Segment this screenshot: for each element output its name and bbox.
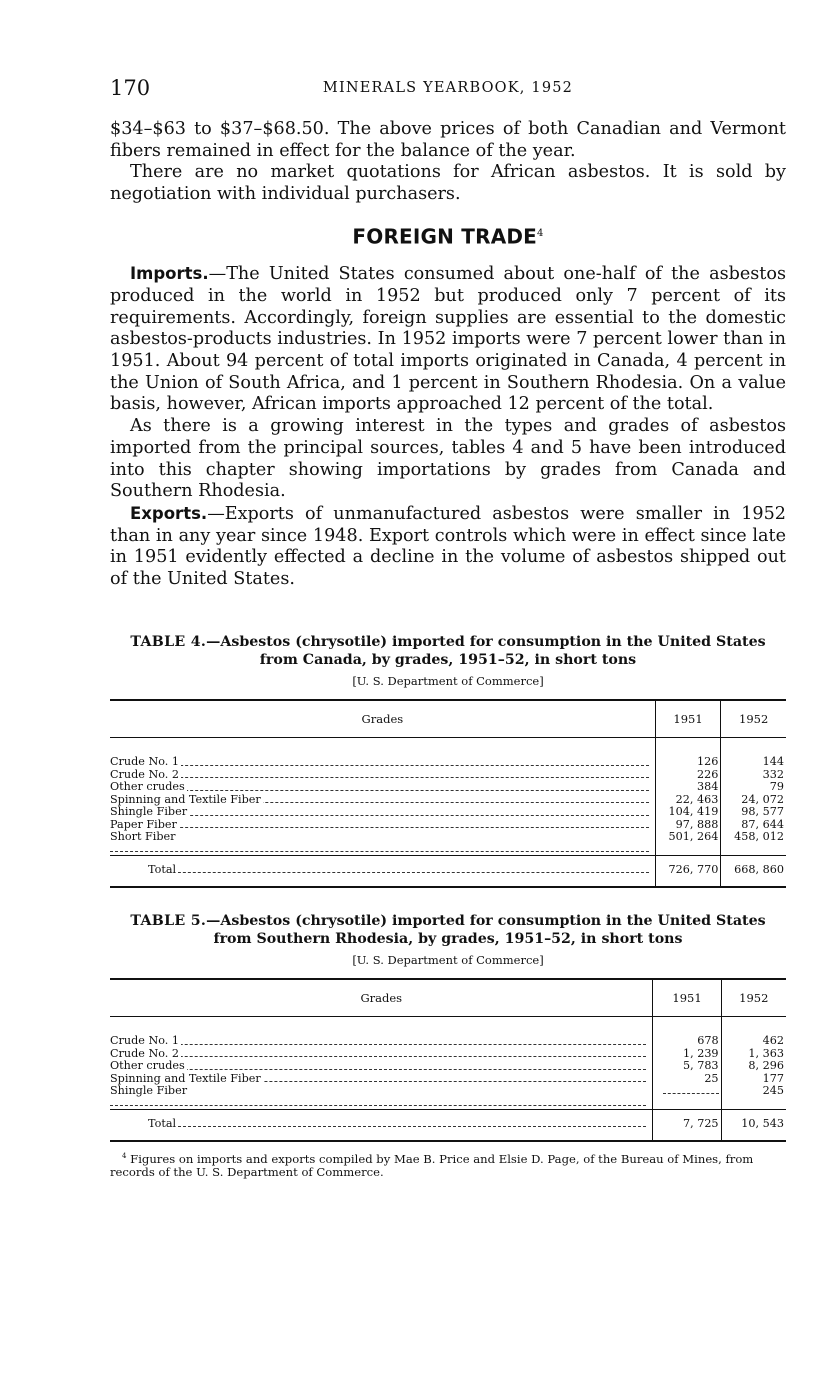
value-1951: 25 [653,1073,721,1086]
table-row [110,781,786,794]
total-1952: 668, 860 [721,855,786,887]
dot-leader [110,790,649,791]
paragraph-african-quotations: There are no market quotations for African asbestos. It is sold by negotiation with individual purchasers. [110,162,786,205]
value-1951: 97, 888 [655,819,721,832]
table-header-row [110,979,786,1017]
table-row [110,738,786,769]
table-5 [110,912,786,1142]
paragraph-prices: $34–$63 to $37–$68.50. The above prices of both Canadian and Vermont fibers remained in effect for the balance of the year. [110,119,786,161]
value-1952: 8, 296 [721,1060,786,1073]
imports-run-in-heading: Imports. [130,264,209,284]
table-total-row [110,855,786,887]
running-head [110,76,786,102]
total-label: Total [148,1116,177,1130]
paragraph-imports [110,263,786,416]
column-header-1951: 1951 [655,700,721,738]
total-1951: 726, 770 [655,855,721,887]
value-1952: 79 [721,781,786,794]
section-heading [110,223,786,248]
table-header-row [110,700,786,738]
section-heading-text: FOREIGN TRADE [352,224,538,249]
dot-leader [110,827,649,828]
dot-leader [110,815,649,816]
value-1952: 98, 577 [721,806,786,819]
table-row [110,769,786,782]
table-row [110,1085,786,1109]
footnote-reference: 4 [537,227,544,239]
table-4-grid [110,699,786,888]
column-header-1952: 1952 [721,700,786,738]
value-1951: 678 [653,1017,721,1048]
table-5-title: —Asbestos (chrysotile) imported for consumption in the United States from Southern Rhodesia, by grades, 1951–52, in short tons [206,913,766,947]
page-number: 170 [110,76,151,100]
table-5-label: TABLE 5. [130,913,207,929]
dot-leader [110,851,649,852]
value-1951: 5, 783 [653,1060,721,1073]
grade-label: Paper Fiber [110,818,177,831]
value-1952: 177 [721,1073,786,1086]
grade-label: Crude No. 2 [110,1047,180,1060]
dot-leader [148,1126,646,1127]
value-1951: 384 [655,781,721,794]
table-row [110,831,786,855]
dot-leader [110,1069,646,1070]
table-4-caption [110,633,786,669]
value-1952: 1, 363 [721,1048,786,1061]
grade-label: Crude No. 2 [110,768,180,781]
value-1952: 332 [721,769,786,782]
dot-leader [110,1105,646,1106]
empty-value-dash [663,1085,719,1094]
value-1952: 24, 072 [721,794,786,807]
value-1951: 1, 239 [653,1048,721,1061]
value-1951: 104, 419 [655,806,721,819]
column-header-1952: 1952 [721,979,786,1017]
total-1952: 10, 543 [721,1109,786,1141]
grade-label: Short Fiber [110,831,176,843]
paragraph-exports [110,503,786,591]
grade-label: Crude No. 1 [110,1034,180,1047]
table-row [110,1060,786,1073]
value-1952: 144 [721,738,786,769]
grade-label: Spinning and Textile Fiber [110,1072,261,1085]
grade-label: Other crudes [110,1060,185,1072]
value-1951: 22, 463 [655,794,721,807]
value-1951: 126 [655,738,721,769]
running-title: MINERALS YEARBOOK, 1952 [322,80,574,96]
dot-leader [110,1056,646,1057]
grade-label: Other crudes [110,781,185,793]
value-1951: 226 [655,769,721,782]
paragraph-interest: As there is a growing interest in the types and grades of asbestos imported from the principal sources, tables 4 and 5 have been introduced into this chapter showing importations by grades from Canada and Southern Rhodesia. [110,416,786,502]
table-row [110,806,786,819]
body-text [110,119,786,591]
grade-label: Shingle Fiber [110,806,188,818]
column-header-1951: 1951 [653,979,721,1017]
value-1951: 501, 264 [655,831,721,855]
table-total-row [110,1109,786,1141]
value-1952: 87, 644 [721,819,786,832]
footnote [110,1150,786,1179]
exports-run-in-heading: Exports. [130,503,208,523]
table-5-grid [110,978,786,1142]
value-1952: 458, 012 [721,831,786,855]
table-row [110,1073,786,1086]
grade-label: Spinning and Textile Fiber [110,793,261,806]
table-4 [110,633,786,888]
value-1952: 462 [721,1017,786,1048]
total-1951: 7, 725 [653,1109,721,1141]
grade-label: Shingle Fiber [110,1085,188,1097]
value-1951-empty [653,1085,721,1109]
table-4-label: TABLE 4. [130,634,207,650]
value-1952: 245 [721,1085,786,1109]
column-header-grades: Grades [110,979,653,1017]
grade-label: Crude No. 1 [110,755,180,768]
footnote-mark: 4 [122,1152,127,1160]
total-label: Total [148,862,177,876]
imports-text: —The United States consumed about one-half of the asbestos produced in the world in 1952 but produced only 7 percent of its requirements. Accordingly, foreign supplies are essential to the domestic asbestos-products industries. In 1952 imports were 7 percent lower than in 1951. About 94 percent of total imports originated in Canada, 4 percent in the Union of South Africa, and 1 percent in Southern Rhodesia. On a value basis, however, African imports approached 12 percent of the total. [110,264,786,415]
table-5-caption [110,912,786,948]
dot-leader [110,1044,646,1045]
column-header-grades: Grades [110,700,655,738]
dot-leader [110,765,649,766]
table-5-source: [U. S. Department of Commerce] [352,953,544,967]
footnote-text: Figures on imports and exports compiled by Mae B. Price and Elsie D. Page, of the Bureau of Mines, from records of the U. S. Department of Commerce. [110,1151,754,1179]
table-row [110,1017,786,1048]
dot-leader [110,777,649,778]
table-4-title: —Asbestos (chrysotile) imported for consumption in the United States from Canada, by grades, 1951–52, in short tons [206,634,766,668]
dot-leader [148,872,649,873]
table-4-source: [U. S. Department of Commerce] [352,674,544,688]
exports-text: —Exports of unmanufactured asbestos were smaller in 1952 than in any year since 1948. Export controls which were in effect since late in 1951 evidently effected a decline in the volume of asbestos shipped out of the United States. [110,503,786,590]
